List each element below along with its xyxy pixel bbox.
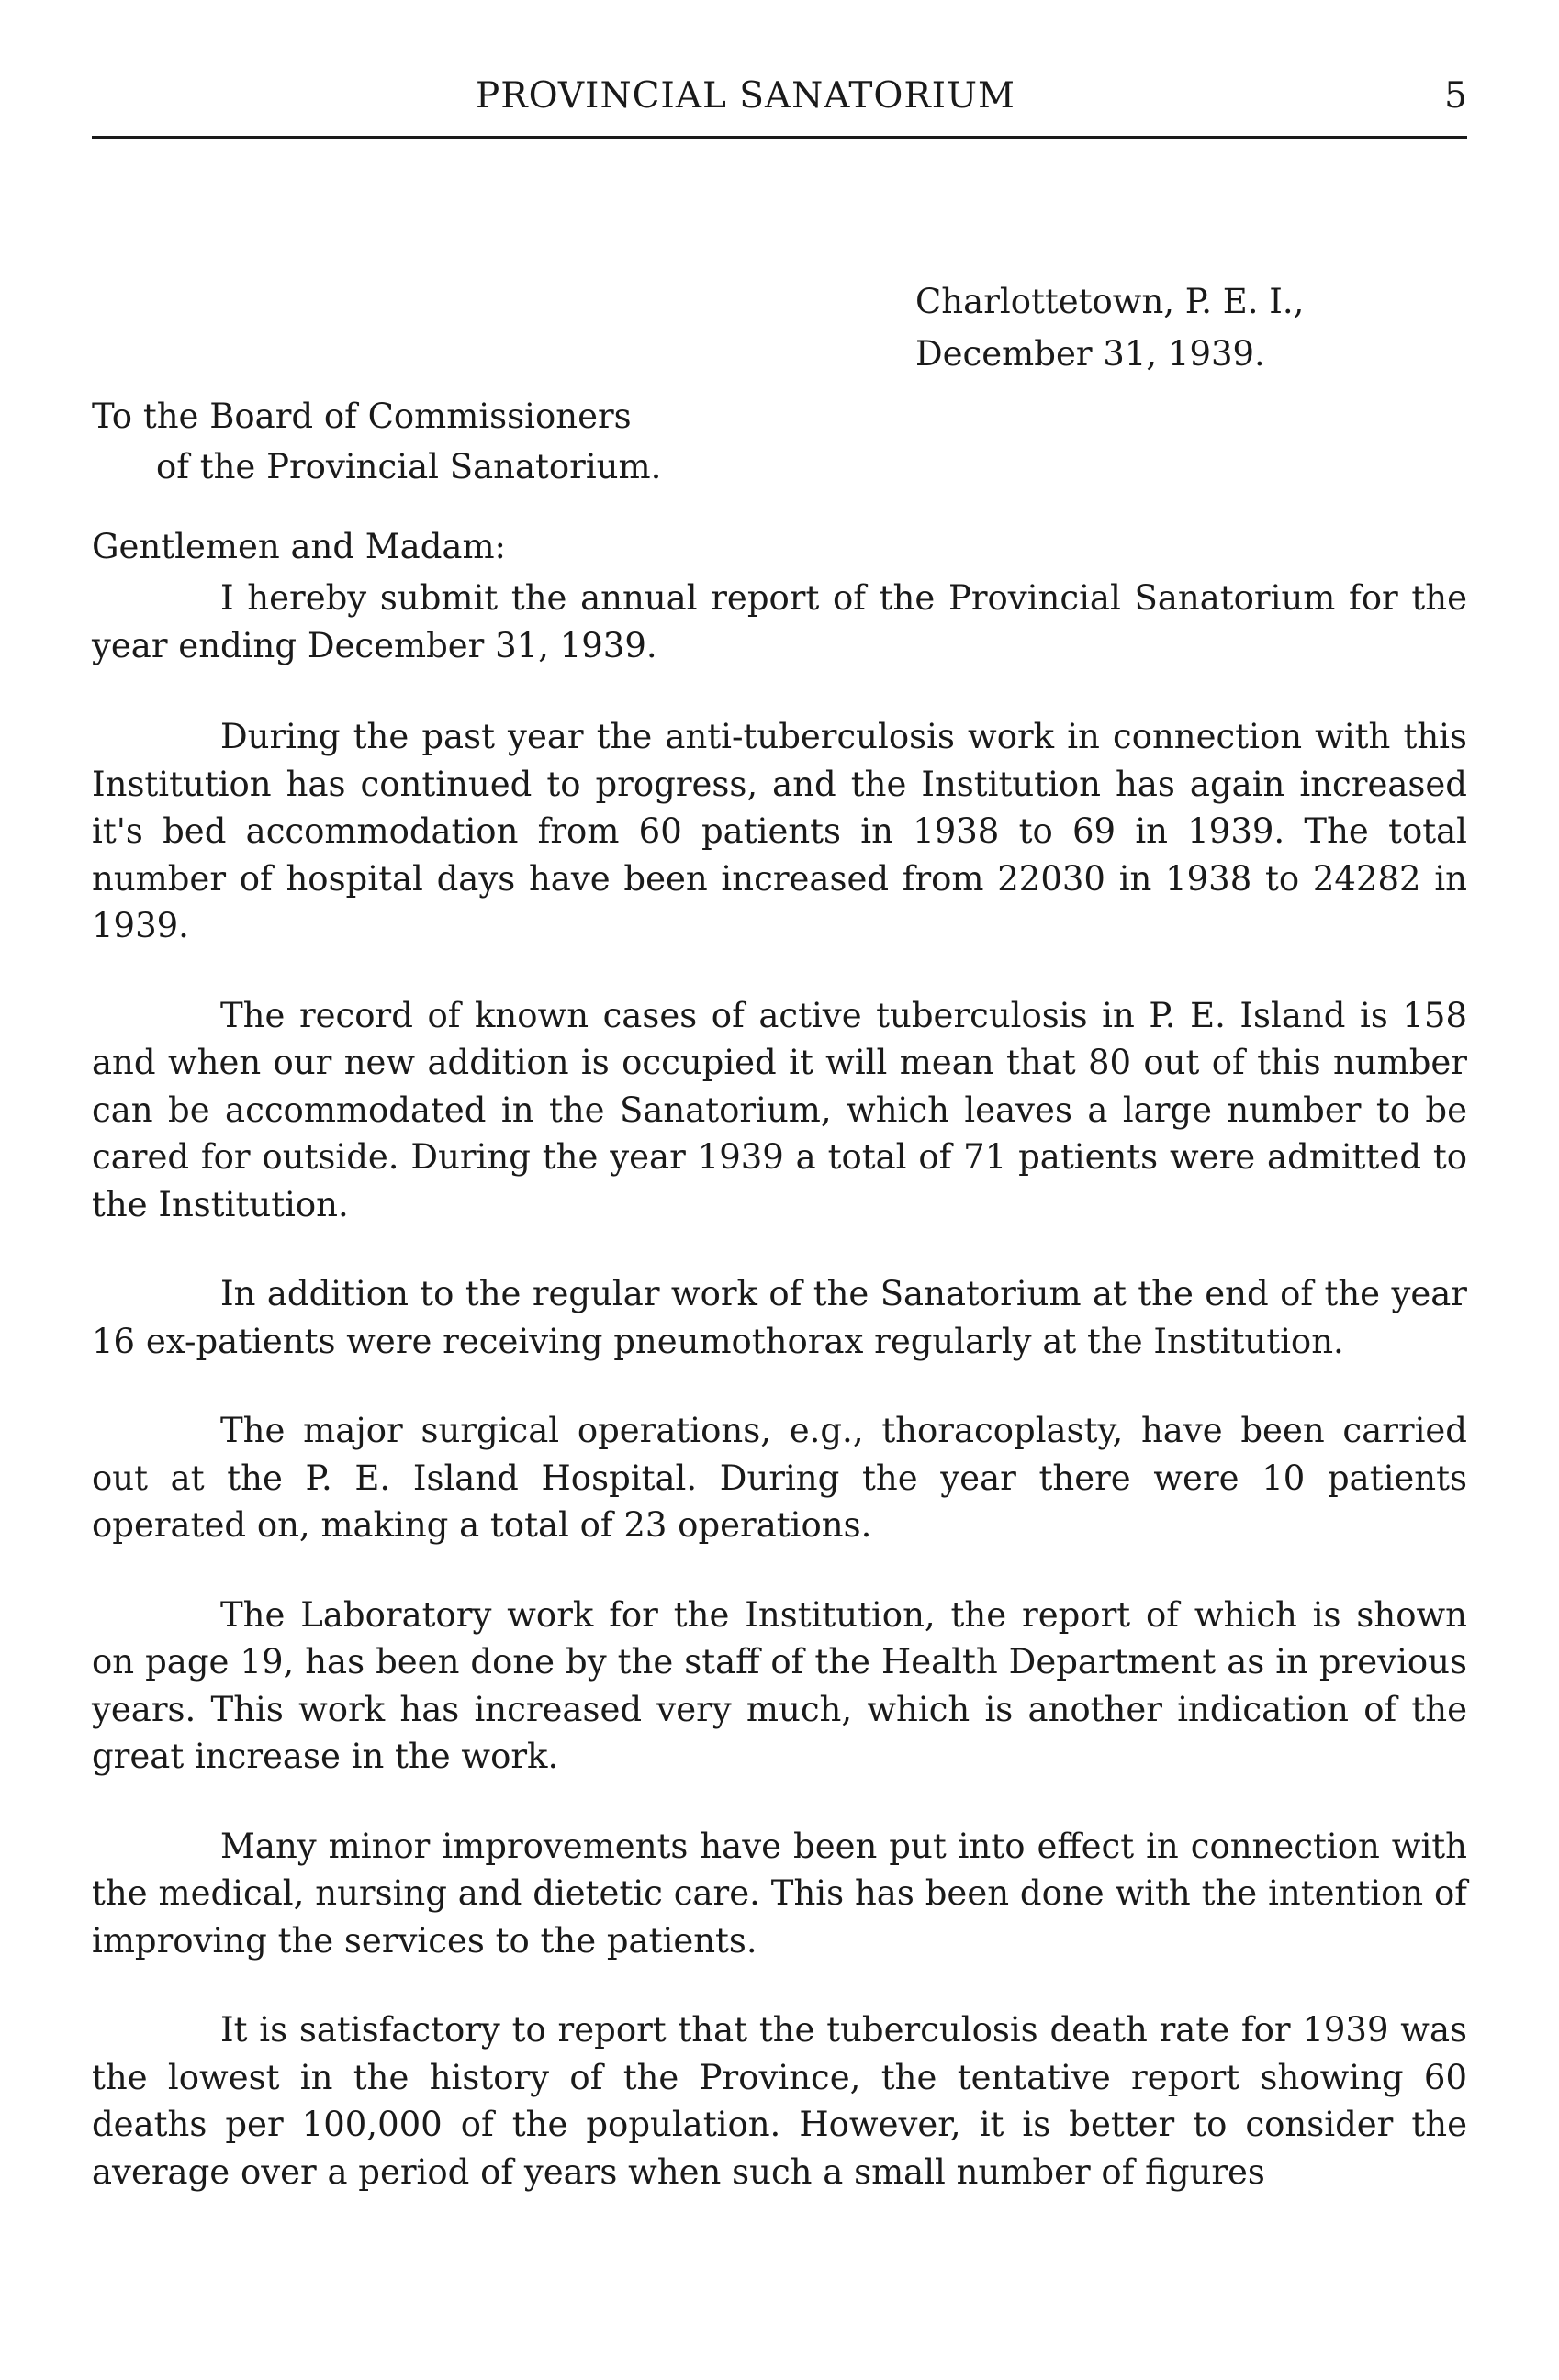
letter-body <box>92 575 1467 2238</box>
body-paragraph: It is satisfactory to report that the tuberculosis death rate for 1939 was the lowest in the history of the Province, the tentative report showing 60 deaths per 100,000 of the population. However, it is better to consider the average over a period of years when such a small number of figures <box>92 2010 1467 2192</box>
recipient-address <box>92 391 661 492</box>
address-line: To the Board of Commissioners <box>92 397 632 436</box>
address-line: of the Provincial Sanatorium. <box>156 447 662 486</box>
body-paragraph: During the past year the anti-tuberculosis work in connection with this Institution has continued to progress, and the Institution has again increased it's bed accommodation from 60 patients in 1938 to 69 in 1939. The total number of hospital days have been increased from 22030 in 1938 to 24282 in 1939. <box>92 717 1467 945</box>
body-paragraph: The Laboratory work for the Institution, the report of which is shown on page 19, has been done by the staff of the Health Department as in previous years. This work has increased very much, which is another indication of the great increase in the work. <box>92 1594 1467 1776</box>
place-date-block <box>915 275 1304 380</box>
page-number: 5 <box>1444 75 1467 117</box>
body-paragraph: Many minor improvements have been put into effect in connection with the medical, nursing and dietetic care. This has been done with the intention of improving the services to the patients. <box>92 1826 1467 1961</box>
date-line: December 31, 1939. <box>915 334 1265 374</box>
running-header <box>92 75 1467 140</box>
body-paragraph: In addition to the regular work of the Sanatorium at the end of the year 16 ex-patients were receiving pneumothorax regularly at the Institution. <box>92 1274 1467 1361</box>
body-paragraph: The major surgical operations, e.g., thoracoplasty, have been carried out at the P. E. Island Hospital. During the year there were 10 patients operated on, making a total of 23 operations. <box>92 1411 1467 1545</box>
header-title: PROVINCIAL SANATORIUM <box>476 75 1015 117</box>
salutation: Gentlemen and Madam: <box>92 527 507 566</box>
body-paragraph: The record of known cases of active tuberculosis in P. E. Island is 158 and when our new addition is occupied it will mean that 80 out of this number can be accommodated in the Sanatorium, which leaves a large number to be cared for outside. During the year 1939 a total of 71 patients were admitted to the Institution. <box>92 995 1467 1224</box>
body-paragraph: I hereby submit the annual report of the Provincial Sanatorium for the year ending December 31, 1939. <box>92 578 1467 665</box>
place-line: Charlottetown, P. E. I., <box>915 282 1305 321</box>
header-rule <box>92 136 1467 139</box>
